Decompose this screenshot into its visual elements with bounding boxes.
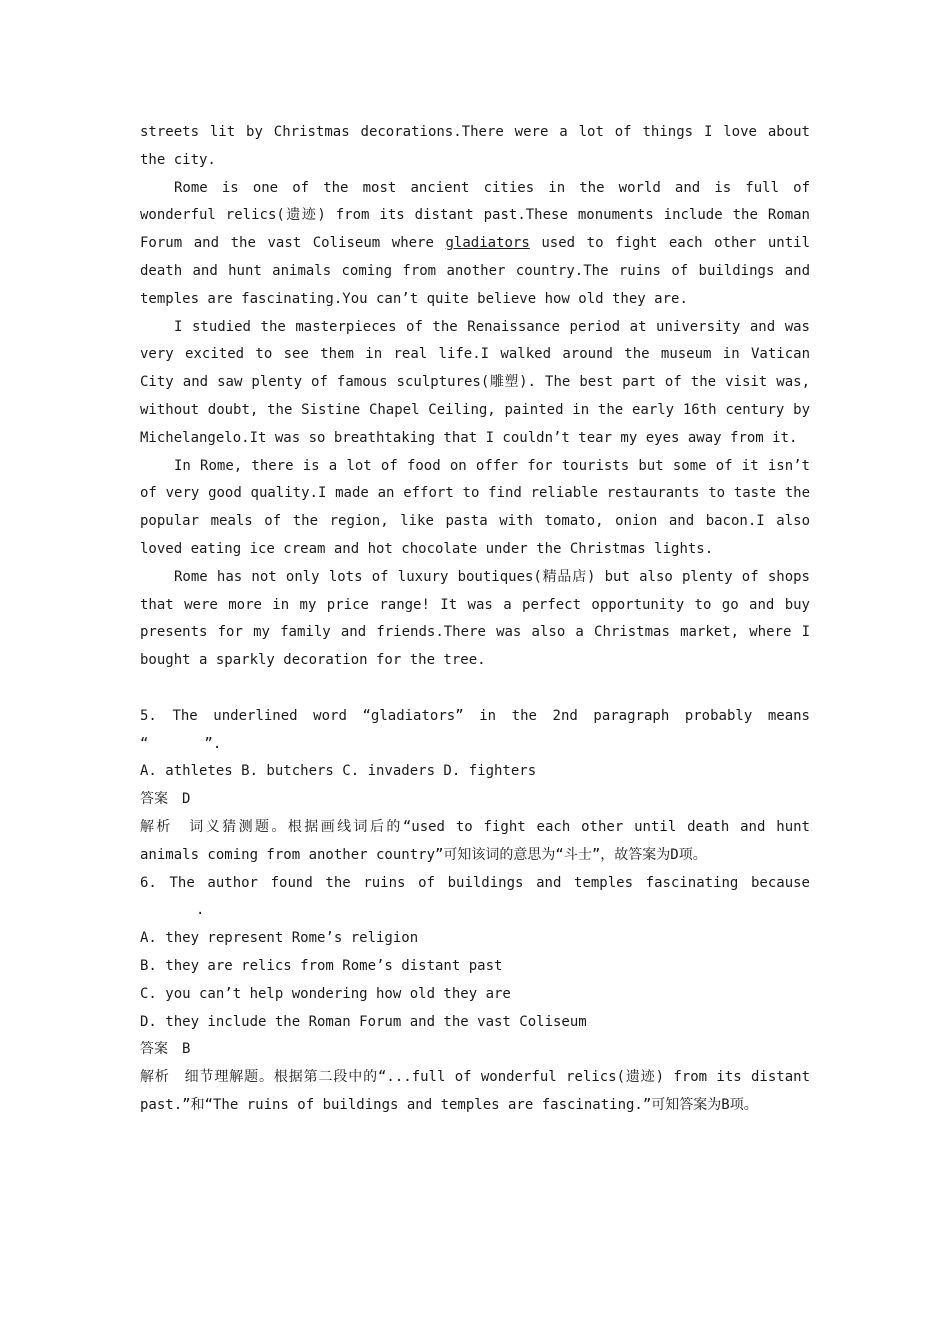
question-6-option-a: A. they represent Rome’s religion — [140, 930, 419, 947]
question-6-option-c: C. you can’t help wondering how old they are — [140, 985, 511, 1002]
question-5-stem: 5. The underlined word “gladiators” in the 2nd paragraph probably means “ ”. — [140, 707, 810, 752]
passage-paragraph-3: In Rome, there is a lot of food on offer for tourists but some of it isn’t of very good quality.I made an effort to find reliable restaurants to taste the popular meals of the region, like pasta with tomato, onion and bacon.I also loved eating ice cream and hot chocolate under the Christmas lights. — [140, 457, 810, 557]
passage-paragraph-0: streets lit by Christmas decorations.There were a lot of things I love about the city. — [140, 124, 810, 168]
question-6-option-b: B. they are relics from Rome’s distant past — [140, 957, 503, 974]
question-5-answer: 答案 D — [140, 791, 191, 808]
question-6-stem: 6. The author found the ruins of buildings and temples fascinating because . — [140, 874, 810, 919]
underlined-word: gladiators — [445, 235, 530, 252]
question-6-answer: 答案 B — [140, 1041, 191, 1058]
paragraph-1-text-after: used to fight each other until death and hunt animals coming from another country.The ruins of buildings and temples are fascinating.You can’t quite believe how old they are. — [140, 235, 811, 307]
question-6-option-d: D. they include the Roman Forum and the vast Coliseum — [140, 1013, 587, 1030]
question-6-analysis: 解析 细节理解题。根据第二段中的“...full of wonderful relics(遗迹) from its distant past.”和“The ruins of buildings and temples are fascinating.”可知答案为B项。 — [140, 1069, 810, 1113]
section-spacer — [140, 675, 810, 703]
paragraph-1-text-before: Rome is one of the most ancient cities in the world and is full of wonderful relics(遗迹) from its distant past.These monuments include the Roman Forum and the vast Coliseum where — [140, 179, 810, 252]
document-page — [140, 119, 810, 1120]
question-5-options: A. athletes B. butchers C. invaders D. fighters — [140, 763, 537, 780]
question-5-analysis: 解析 词义猜测题。根据画线词后的“used to fight each other until death and hunt animals coming from another country”可知该词的意思为“斗士”，故答案为D项。 — [140, 818, 810, 863]
passage-paragraph-1 — [140, 175, 810, 314]
passage-paragraph-2: I studied the masterpieces of the Renaissance period at university and was very excited to see them in real life.I walked around the museum in Vatican City and saw plenty of famous sculptures(雕塑). The best part of the visit was, without doubt, the Sistine Chapel Ceiling, painted in the early 16th century by Michelangelo.It was so breathtaking that I couldn’t tear my eyes away from it. — [140, 318, 810, 446]
passage-paragraph-4: Rome has not only lots of luxury boutiques(精品店) but also plenty of shops that were more in my price range! It was a perfect opportunity to go and buy presents for my family and friends.There was also a Christmas market, where I bought a sparkly decoration for the tree. — [140, 568, 810, 669]
